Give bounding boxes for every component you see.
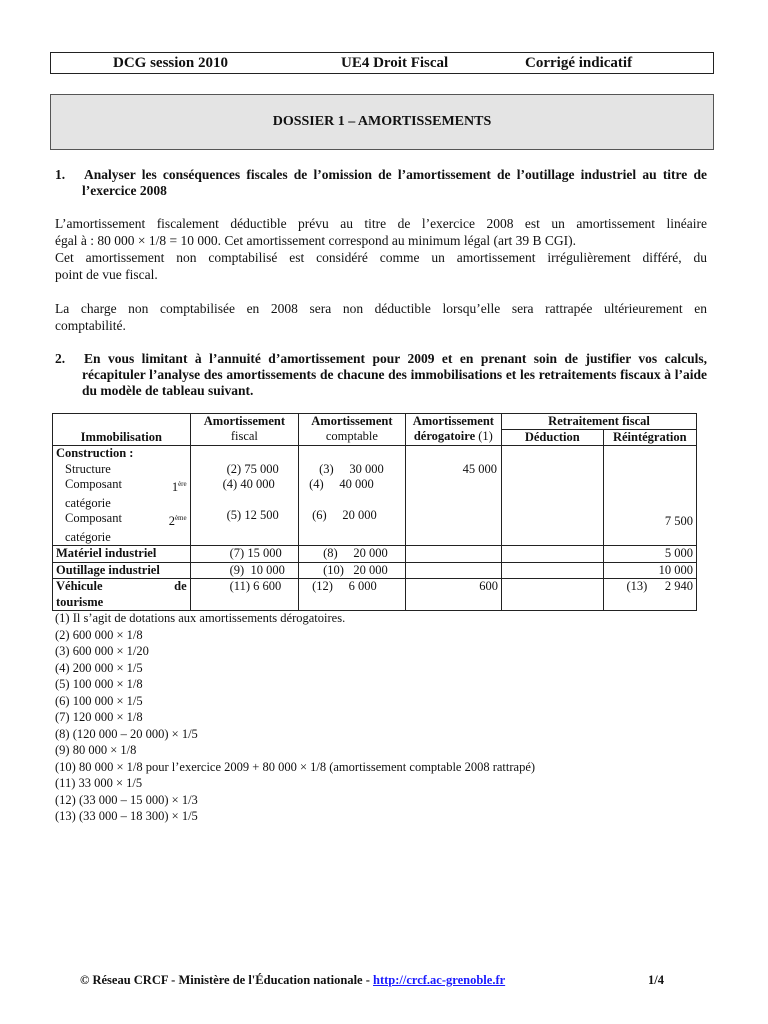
cell-composant1-fiscal: (4) 40 000	[222, 477, 275, 491]
cell-outillage-fiscal: (9) 10 000	[190, 562, 299, 579]
vehicule-label-a: Véhicule	[56, 579, 103, 594]
cell-vehicule-comptable: (12) 6 000	[299, 579, 405, 611]
footnote: (12) (33 000 – 15 000) × 1/3	[55, 792, 198, 807]
composant1-label-b: catégorie	[65, 495, 111, 510]
question-2	[55, 351, 707, 399]
question-1	[55, 167, 707, 199]
paragraph-1-line-3: Cet amortissement non comptabilisé est considéré comme un amortissement irrégulièrement différé, du	[55, 250, 707, 265]
table-row-outillage	[53, 562, 697, 579]
col-derogatoire-line-1: Amortissement	[412, 414, 494, 428]
cell-outillage-comptable: (10) 20 000	[299, 562, 405, 579]
page-number: 1/4	[648, 973, 664, 987]
cell-outillage-derogatoire	[405, 562, 501, 579]
header-ue: UE4 Droit Fiscal	[341, 55, 449, 71]
col-retraitement: Retraitement fiscal	[502, 414, 697, 430]
footnote: (11) 33 000 × 1/5	[55, 776, 143, 790]
col-derogatoire-note: (1)	[478, 429, 493, 443]
cell-group-comptable	[299, 446, 405, 546]
page-footer	[80, 973, 505, 988]
cell-structure-comptable: (3) 30 000	[319, 461, 384, 476]
footnote: (10) 80 000 × 1/8 pour l’exercice 2009 + 80 000 × 1/8 (amortissement comptable 2008 rattrapé)	[55, 759, 536, 774]
composant2-label-num: 2	[168, 514, 175, 529]
cell-outillage-label: Outillage industriel	[53, 562, 191, 579]
col-fiscal-line-1: Amortissement	[203, 414, 285, 428]
col-derogatoire-line-2: dérogatoire	[413, 429, 476, 443]
vehicule-reintegration-value: 2 940	[664, 579, 693, 594]
paragraph-2-line-1: La charge non comptabilisée en 2008 sera non déductible lorsqu’elle sera rattrapée ultérieurement en	[55, 301, 707, 316]
vehicule-reintegration-ref: (13)	[626, 579, 648, 594]
col-reintegration: Réintégration	[603, 430, 696, 446]
footnote: (6) 100 000 × 1/5	[55, 693, 143, 708]
footer-link[interactable]: http://crcf.ac-grenoble.fr	[373, 973, 506, 987]
composant1-label-a: Composant	[65, 477, 122, 491]
footnote: (4) 200 000 × 1/5	[55, 660, 143, 675]
composant2-label-a: Composant	[65, 511, 122, 526]
cell-structure-derogatoire: 45 000	[462, 461, 498, 476]
composant2-label-sup: ème	[174, 514, 187, 523]
col-fiscal	[190, 414, 299, 446]
footnote: (1) Il s’agit de dotations aux amortissements dérogatoires.	[55, 611, 346, 625]
col-derogatoire	[405, 414, 501, 446]
vehicule-label-c: tourisme	[56, 594, 104, 609]
table-row-construction	[53, 446, 697, 462]
cell-group-derogatoire	[405, 446, 501, 546]
table-row-vehicule	[53, 579, 697, 611]
composant2-label-b: catégorie	[65, 529, 111, 544]
cell-construction: Construction :	[53, 446, 191, 462]
cell-vehicule-deduction	[502, 579, 603, 611]
cell-materiel-comptable: (8) 20 000	[299, 546, 405, 563]
cell-vehicule-fiscal: (11) 6 600	[190, 579, 299, 611]
cell-materiel-derogatoire	[405, 546, 501, 563]
cell-materiel-fiscal: (7) 15 000	[190, 546, 299, 563]
col-comptable-line-1: Amortissement	[311, 414, 393, 428]
cell-materiel-label: Matériel industriel	[53, 546, 191, 563]
cell-composant2-comptable: (6) 20 000	[312, 508, 377, 522]
col-fiscal-line-2: fiscal	[230, 429, 258, 443]
col-comptable	[299, 414, 405, 446]
vehicule-label-b: de	[174, 579, 187, 594]
table-header-row-1	[53, 414, 697, 430]
question-1-number: 1.	[55, 167, 66, 182]
footnote: (7) 120 000 × 1/8	[55, 710, 143, 724]
paragraph-2	[55, 300, 707, 334]
cell-vehicule-derogatoire: 600	[405, 579, 501, 611]
footnote: (5) 100 000 × 1/8	[55, 677, 143, 691]
question-2-text: En vous limitant à l’annuité d’amortissement pour 2009 et en prenant soin de justifier vos calculs, récapituler l’analyse des amortissements de chacune des immobilisations et les retraitements fiscaux à l’aide du modèle de tableau suivant.	[82, 351, 707, 398]
cell-group-deduction	[502, 446, 603, 546]
cell-composant2-label	[53, 511, 191, 546]
cell-structure-fiscal: (2) 75 000	[226, 461, 279, 476]
question-1-text: Analyser les conséquences fiscales de l’omission de l’amortissement de l’outillage industriel au titre de l’exercice 2008	[82, 167, 707, 198]
cell-group-reintegration	[603, 446, 696, 546]
footnote: (9) 80 000 × 1/8	[55, 743, 137, 757]
paragraph-1-line-4: point de vue fiscal.	[55, 267, 158, 282]
footnote: (3) 600 000 × 1/20	[55, 644, 149, 658]
col-comptable-line-2: comptable	[325, 429, 378, 443]
cell-vehicule-reintegration	[603, 579, 696, 611]
cell-composant2-reintegration: 7 500	[664, 514, 693, 529]
document-header	[50, 52, 714, 74]
header-session: DCG session 2010	[113, 55, 229, 71]
paragraph-1-line-2: égal à : 80 000 × 1/8 = 10 000. Cet amortissement correspond au minimum légal (art 39 B CGI).	[55, 233, 577, 248]
header-type: Corrigé indicatif	[525, 55, 633, 71]
paragraph-1-line-1: L’amortissement fiscalement déductible prévu au titre de l’exercice 2008 est un amortissement linéaire	[55, 216, 707, 231]
cell-materiel-deduction	[502, 546, 603, 563]
footnote: (13) (33 000 – 18 300) × 1/5	[55, 809, 198, 823]
amortization-table	[52, 413, 697, 611]
col-immobilisation: Immobilisation	[53, 414, 191, 446]
cell-composant1-label	[53, 477, 191, 511]
cell-outillage-deduction	[502, 562, 603, 579]
table-row-materiel	[53, 546, 697, 563]
cell-structure-label: Structure	[53, 462, 191, 478]
cell-group-fiscal	[190, 446, 299, 546]
col-deduction: Déduction	[502, 430, 603, 446]
cell-composant1-comptable: (4) 40 000	[309, 477, 374, 491]
composant1-label-num: 1	[171, 480, 179, 495]
footnotes	[55, 610, 535, 825]
paragraph-2-line-2: comptabilité.	[55, 318, 126, 333]
dossier-title: DOSSIER 1 – AMORTISSEMENTS	[50, 94, 714, 150]
composant1-label-sup: ère	[178, 480, 187, 488]
paragraph-1	[55, 215, 707, 283]
cell-composant2-fiscal: (5) 12 500	[226, 508, 279, 522]
cell-outillage-reintegration: 10 000	[603, 562, 696, 579]
footer-text: © Réseau CRCF - Ministère de l'Éducation nationale -	[80, 973, 374, 987]
question-2-number: 2.	[55, 351, 66, 366]
footnote: (2) 600 000 × 1/8	[55, 627, 143, 642]
cell-materiel-reintegration: 5 000	[603, 546, 696, 563]
footnote: (8) (120 000 – 20 000) × 1/5	[55, 726, 198, 741]
cell-vehicule-label	[53, 579, 191, 611]
